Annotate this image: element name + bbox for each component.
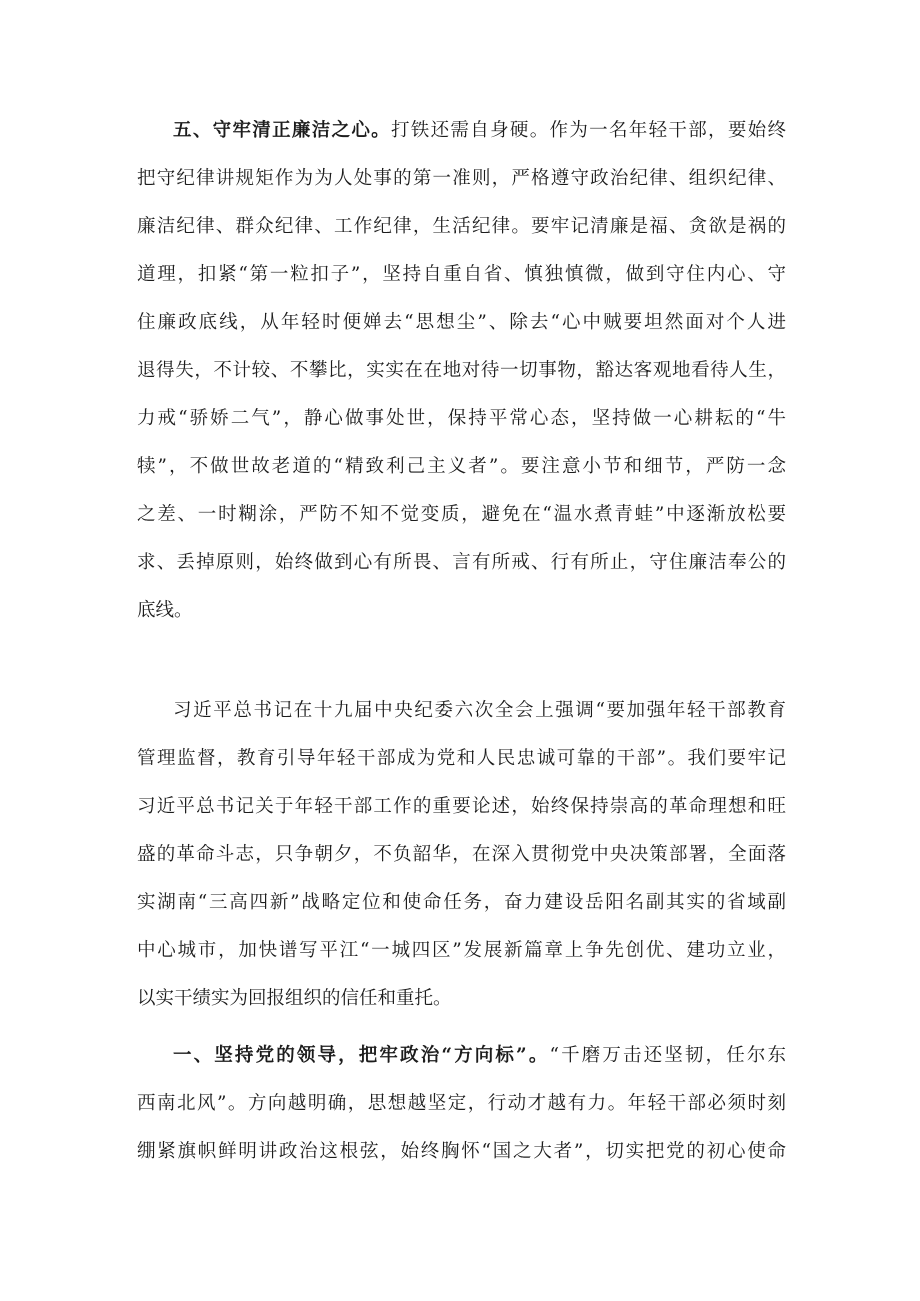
paragraph-line: 管理监督，教育引导年轻干部成为党和人民忠诚可靠的干部”。我们要牢记: [137, 748, 786, 769]
paragraph-line: 廉洁纪律、群众纪律、工作纪律，生活纪律。要牢记清廉是福、贪欲是祸的: [137, 216, 786, 237]
paragraph-line: 求、丢掉原则，始终做到心有所畏、言有所戒、行有所止，守住廉洁奉公的: [137, 552, 786, 573]
paragraph-line: [137, 687, 786, 735]
section-heading: 一、坚持党的领导，把牢政治“方向标”。: [173, 1045, 550, 1066]
paragraph-line: 之差、一时糊涂，严防不知不觉变质，避免在“温水煮青蛙”中逐渐放松要: [137, 504, 786, 525]
section-heading: 五、守牢清正廉洁之心。: [173, 120, 391, 141]
paragraph-line: 住廉政底线，从年轻时便婵去“思想尘”、除去“心中贼要坦然面对个人进: [137, 312, 786, 333]
paragraph-line: 西南北风”。方向越明确，思想越坚定，行动才越有力。年轻干部必须时刻: [137, 1093, 786, 1114]
paragraph-line: 实湖南“三高四新”战略定位和使命任务，奋力建设岳阳名副其实的省域副: [137, 892, 786, 913]
paragraph-line: 把守纪律讲规矩作为为人处事的第一准则，严格遵守政治纪律、组织纪律、: [137, 168, 786, 189]
paragraph-line: 犊”，不做世故老道的“精致利己主义者”。要注意小节和细节，严防一念: [137, 456, 786, 477]
paragraph-line: 退得失，不计较、不攀比，实实在在地对待一切事物，豁达客观地看待人生，: [137, 360, 786, 381]
paragraph-line: 底线。: [137, 600, 193, 621]
paragraph-line: 道理，扣紧“第一粒扣子”，坚持自重自省、慎独慎微，做到守住内心、守: [137, 264, 786, 285]
paragraph-line: 以实干绩实为回报组织的信任和重托。: [137, 988, 452, 1009]
paragraph-line: 中心城市，加快谱写平江“一城四区”发展新篇章上争先创优、建功立业，: [137, 940, 786, 961]
line-text: “千磨万击还坚韧，任尔东: [549, 1045, 786, 1066]
line-text: 打铁还需自身硬。作为一名年轻干部，要始终: [390, 120, 786, 141]
paragraph-line: [137, 107, 786, 155]
paragraph-line: 盛的革命斗志，只争朝夕，不负韶华，在深入贯彻党中央决策部署，全面落: [137, 844, 786, 865]
paragraph-line: 绷紧旗帜鲜明讲政治这根弦，始终胸怀“国之大者”，切实把党的初心使命: [137, 1141, 786, 1162]
paragraph-integrity: [137, 107, 786, 635]
line-text: 习近平总书记在十九届中央纪委六次全会上强调“要加强年轻干部教育: [173, 700, 786, 721]
document-body: [137, 107, 786, 1176]
paragraph-intro: [137, 687, 786, 1023]
paragraph-line: 力戒“骄娇二气”，静心做事处世，保持平常心态，坚持做一心耕耘的“牛: [137, 408, 786, 429]
paragraph-line: [137, 1032, 786, 1080]
paragraph-party-leadership: [137, 1032, 786, 1176]
paragraph-line: 习近平总书记关于年轻干部工作的重要论述，始终保持崇高的革命理想和旺: [137, 796, 786, 817]
